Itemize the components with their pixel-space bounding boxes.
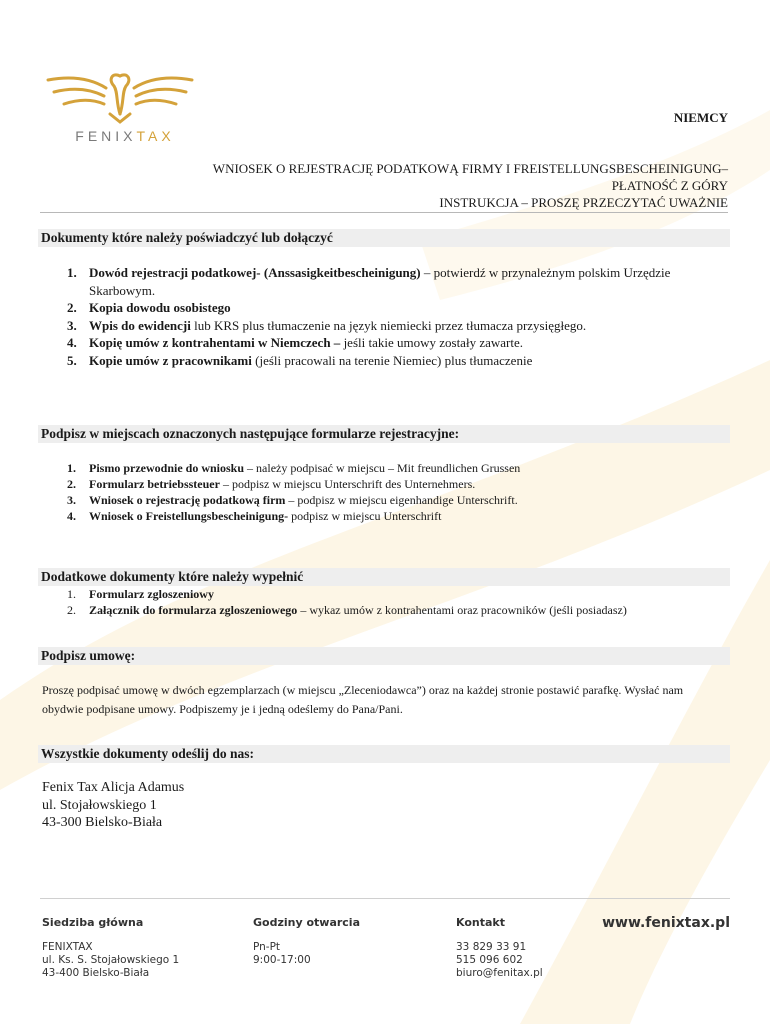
footer-line: ul. Ks. S. Stojałowskiego 1 xyxy=(42,954,180,966)
documents-list xyxy=(67,264,734,369)
list-item: 4. Wniosek o Freistellungsbescheinigung- podpisz w miejscu Unterschrift xyxy=(67,509,442,523)
footer-line: 9:00-17:00 xyxy=(253,954,311,966)
address-line: 43-300 Bielsko-Biała xyxy=(42,815,163,830)
fill-documents-list xyxy=(67,587,734,618)
footer-line: FENIXTAX xyxy=(42,941,93,953)
address-line: ul. Stojałowskiego 1 xyxy=(42,797,157,813)
footer-heading: Kontakt xyxy=(456,916,505,929)
footer-line: 43-400 Bielsko-Biała xyxy=(42,967,150,979)
list-item: 3. Wpis do ewidencji lub KRS plus tłumaczenie na język niemiecki przez tłumacza przysięgłego. xyxy=(67,317,587,333)
mailing-address xyxy=(42,779,342,832)
list-item: 2. Załącznik do formularza zgloszeniowego – wykaz umów z kontrahentami oraz pracowników (jeśli posiadasz) xyxy=(67,602,627,617)
header-divider xyxy=(40,212,728,213)
document-title xyxy=(68,160,728,211)
list-item: 2. Formularz betriebssteuer – podpisz w miejscu Unterschrift des Unternehmers. xyxy=(67,477,476,491)
footer-contact xyxy=(456,916,543,980)
footer-line: Pn-Pt xyxy=(253,941,281,953)
phoenix-icon xyxy=(40,66,200,126)
footer-email: biuro@fenitax.pl xyxy=(456,967,543,979)
section-heading-send-documents: Wszystkie dokumenty odeślij do nas: xyxy=(38,745,730,763)
country-label: NIEMCY xyxy=(673,110,728,125)
title-line-3: INSTRUKCJA – PROSZĘ PRZECZYTAĆ UWAŻNIE xyxy=(439,195,728,210)
sign-forms-list xyxy=(67,460,734,524)
section-heading-documents: Dokumenty które należy poświadczyć lub dołączyć xyxy=(38,229,730,247)
website-link[interactable]: www.fenixtax.pl xyxy=(602,915,730,931)
contract-instructions: Proszę podpisać umowę w dwóch egzemplarzach (w miejscu „Zleceniodawca”) oraz na każdej stronie postawić parafkę. Wysłać nam obydwie podpisane umowy. Podpiszemy je i jedną odeślemy do Pana/Pani. xyxy=(42,683,684,716)
section-heading-fill-documents: Dodatkowe dokumenty które należy wypełnić xyxy=(38,568,730,586)
list-item: 1. Formularz zgloszeniowy xyxy=(67,587,214,601)
list-item: 2. Kopia dowodu osobistego xyxy=(67,300,231,315)
title-line-2: PŁATNOŚĆ Z GÓRY xyxy=(611,178,728,193)
list-item: 1. Dowód rejestracji podatkowej- (Anssasigkeitbescheinigung) – potwierdź w przynależnym polskim Urzędzie Skarbowym. xyxy=(67,265,671,298)
footer-divider xyxy=(40,898,730,899)
footer-phone: 515 096 602 xyxy=(456,954,523,966)
footer-headquarters xyxy=(42,916,179,980)
footer-phone: 33 829 33 91 xyxy=(456,941,527,953)
list-item: 4. Kopię umów z kontrahentami w Niemczech – jeśli takie umowy zostały zawarte. xyxy=(67,335,523,350)
footer-opening-hours xyxy=(253,916,360,967)
list-item: 5. Kopie umów z pracownikami (jeśli pracowali na terenie Niemiec) plus tłumaczenie xyxy=(67,352,533,368)
footer-heading: Godziny otwarcia xyxy=(253,916,361,929)
brand-name: FENIXTAX xyxy=(75,128,175,144)
title-line-1: WNIOSEK O REJESTRACJĘ PODATKOWĄ FIRMY I FREISTELLUNGSBESCHEINIGUNG– xyxy=(212,161,728,176)
list-item: 3. Wniosek o rejestrację podatkową firm – podpisz w miejscu eigenhandige Unterschrift. xyxy=(67,493,518,507)
address-line: Fenix Tax Alicja Adamus xyxy=(42,780,185,795)
section-heading-sign-contract: Podpisz umowę: xyxy=(38,647,730,665)
section-heading-sign-forms: Podpisz w miejscach oznaczonych następujące formularze rejestracyjne: xyxy=(38,425,730,443)
footer-heading: Siedziba główna xyxy=(42,916,144,929)
list-item: 1. Pismo przewodnie do wniosku – należy podpisać w miejscu – Mit freundlichen Grussen xyxy=(67,461,521,475)
fenixtax-logo xyxy=(40,66,200,156)
